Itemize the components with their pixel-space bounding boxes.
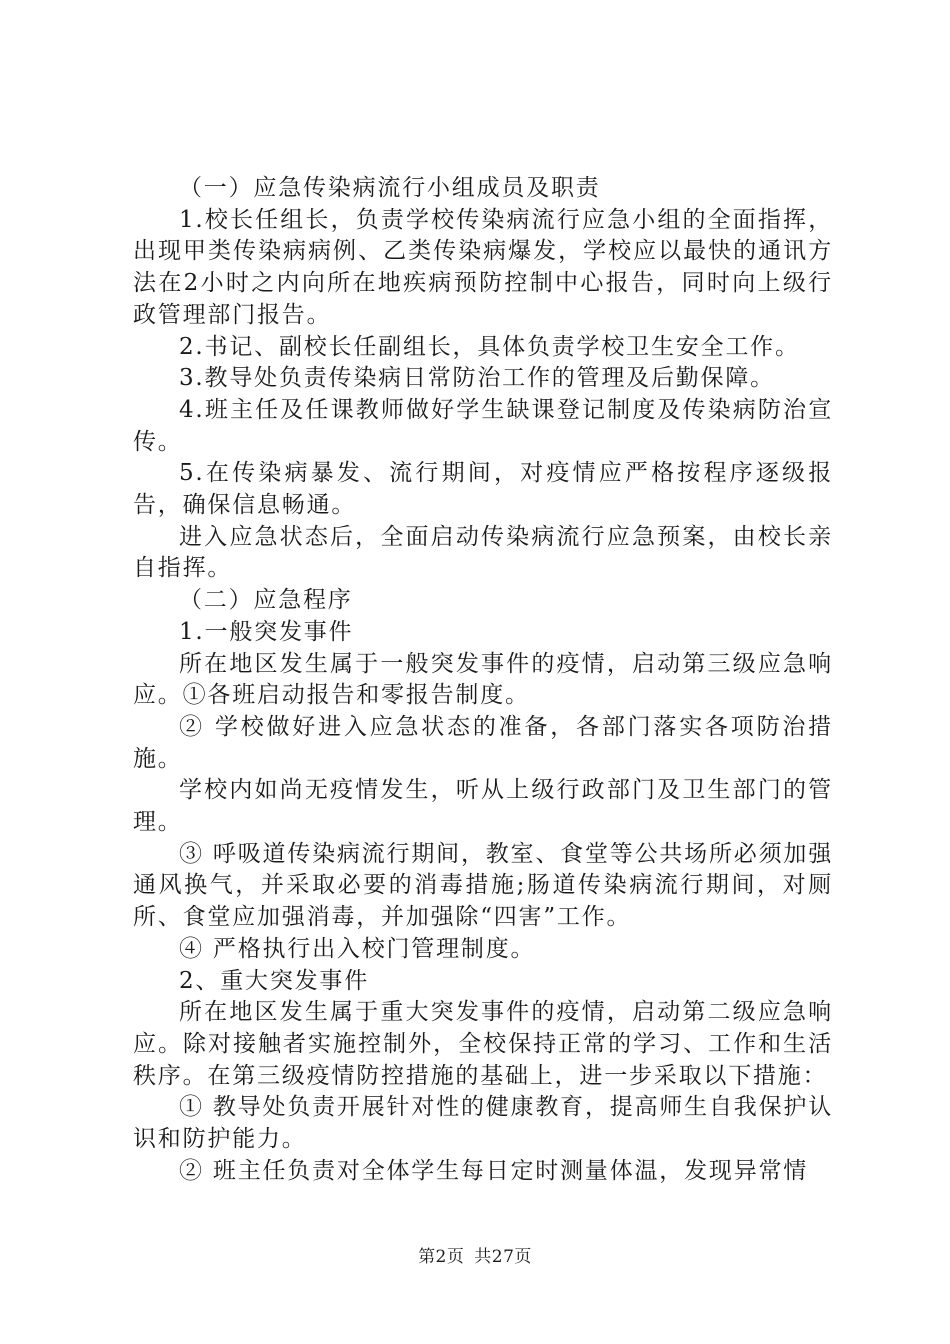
page-total: 共27页 bbox=[474, 1247, 532, 1267]
paragraph: 学校内如尚无疫情发生，听从上级行政部门及卫生部门的管理。 bbox=[133, 777, 833, 836]
page-footer bbox=[0, 1242, 950, 1267]
section-heading-2: （二）应急程序 bbox=[179, 587, 353, 614]
paragraph: 2.书记、副校长任副组长，具体负责学校卫生安全工作。 bbox=[179, 333, 800, 360]
paragraph: 所在地区发生属于重大突发事件的疫情，启动第二级应急响应。除对接触者实施控制外，全校保持正常的学习、工作和生活秩序。在第三级疫情防控措施的基础上，进一步采取以下措施： bbox=[133, 999, 833, 1089]
paragraph: 进入应急状态后，全面启动传染病流行应急预案，由校长亲自指挥。 bbox=[133, 523, 833, 582]
paragraph: ② 班主任负责对全体学生每日定时测量体温，发现异常情 bbox=[179, 1157, 809, 1184]
paragraph: 4.班主任及任课教师做好学生缺课登记制度及传染病防治宣传。 bbox=[133, 396, 833, 455]
section-heading-1: （一）应急传染病流行小组成员及职责 bbox=[179, 175, 601, 201]
paragraph: ③ 呼吸道传染病流行期间，教室、食堂等公共场所必须加强通风换气，并采取必要的消毒措施;肠道传染病流行期间，对厕所、食堂应加强消毒，并加强除“四害”工作。 bbox=[133, 840, 833, 931]
subsection-heading: 2、重大突发事件 bbox=[179, 967, 370, 994]
paragraph: 所在地区发生属于一般突发事件的疫情，启动第三级应急响应。①各班启动报告和零报告制度。 bbox=[133, 650, 833, 709]
paragraph: ① 教导处负责开展针对性的健康教育，提高师生自我保护认识和防护能力。 bbox=[133, 1094, 833, 1153]
paragraph: 3.教导处负责传染病日常防治工作的管理及后勤保障。 bbox=[179, 365, 775, 392]
page-number: 第2页 bbox=[418, 1247, 465, 1267]
document-body bbox=[133, 173, 833, 1188]
paragraph: ② 学校做好进入应急状态的准备，各部门落实各项防治措施。 bbox=[133, 713, 833, 772]
paragraph: ④ 严格执行出入校门管理制度。 bbox=[179, 935, 536, 962]
paragraph: 1.校长任组长，负责学校传染病流行应急小组的全面指挥，出现甲类传染病病例、乙类传染病爆发，学校应以最快的通讯方法在2小时之内向所在地疾病预防控制中心报告，同时向上级行政管理部门报告。 bbox=[133, 206, 833, 328]
paragraph: 5.在传染病暴发、流行期间，对疫情应严格按程序逐级报告，确保信息畅通。 bbox=[133, 460, 833, 519]
subsection-heading: 1.一般突发事件 bbox=[179, 618, 354, 645]
